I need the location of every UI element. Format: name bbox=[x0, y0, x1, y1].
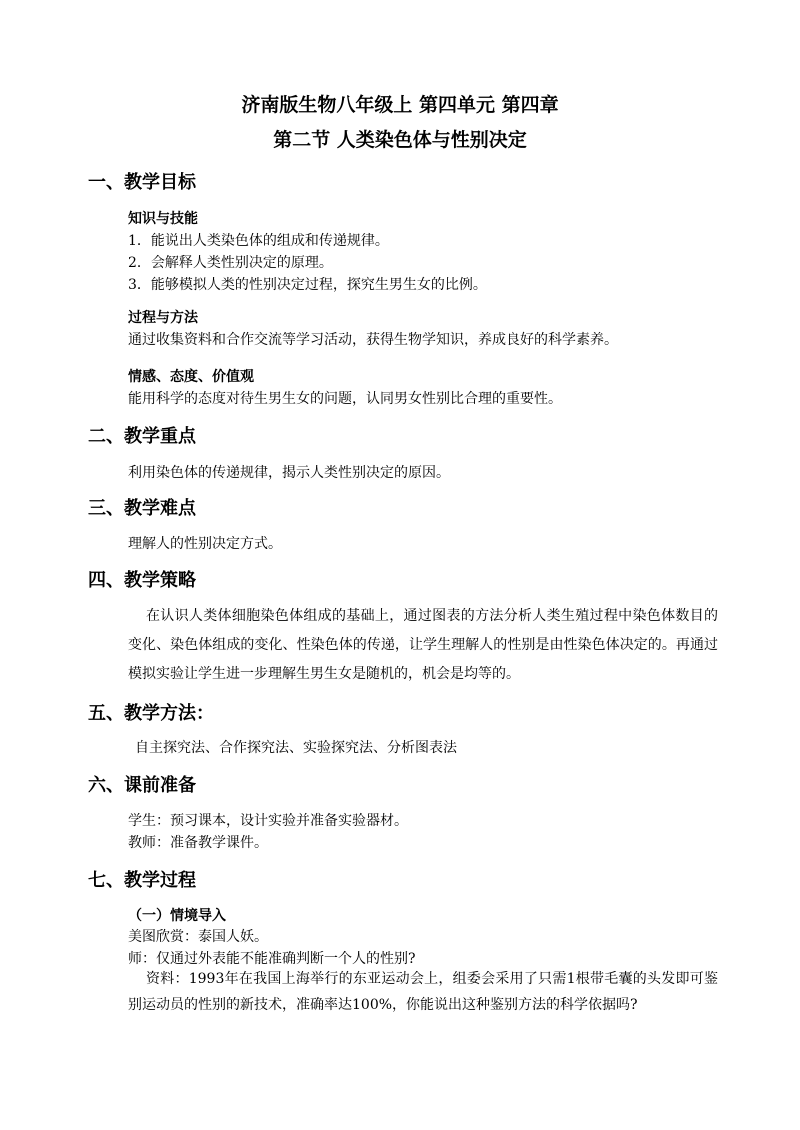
strategy-text: 在认识人类体细胞染色体组成的基础上，通过图表的方法分析人类生殖过程中染色体数目的变化、染色体组成的变化、性染色体的传递，让学生理解人的性别是由性染色体决定的。再通过模拟实验让学生进一步理解生男生女是随机的，机会是均等的。 bbox=[128, 608, 718, 682]
intro-paragraph: 资料：1993年在我国上海举行的东亚运动会上，组委会采用了只需1根带毛囊的头发即可鉴别运动员的性别的新技术，准确率达100%，你能说出这种鉴别方法的科学依据吗? bbox=[128, 971, 718, 1013]
methods-text: 自主探究法、合作探究法、实验探究法、分析图表法 bbox=[135, 740, 457, 756]
intro-line-1: 美图欣赏：泰国人妖。 bbox=[128, 929, 268, 945]
section-heading-strategy: 四、教学策略 bbox=[88, 570, 196, 591]
doc-title-line2: 第二节 人类染色体与性别决定 bbox=[273, 129, 527, 151]
section-heading-process: 七、教学过程 bbox=[88, 870, 196, 891]
section-heading-preparation: 六、课前准备 bbox=[88, 775, 196, 796]
subheading-knowledge: 知识与技能 bbox=[128, 211, 198, 227]
knowledge-item-2: 2．会解释人类性别决定的原理。 bbox=[128, 255, 333, 271]
attitude-text: 能用科学的态度对待生男生女的问题，认同男女性别比合理的重要性。 bbox=[128, 391, 562, 407]
doc-title-line1: 济南版生物八年级上 第四单元 第四章 bbox=[241, 94, 559, 116]
preparation-teacher: 教师：准备教学课件。 bbox=[128, 835, 268, 851]
knowledge-item-1: 1．能说出人类染色体的组成和传递规律。 bbox=[128, 233, 389, 249]
intro-line-2: 师：仅通过外表能不能准确判断一个人的性别? bbox=[128, 951, 416, 967]
preparation-student: 学生：预习课本，设计实验并准备实验器材。 bbox=[128, 813, 408, 829]
key-points-text: 利用染色体的传递规律，揭示人类性别决定的原因。 bbox=[128, 465, 450, 481]
subheading-attitude: 情感、态度、价值观 bbox=[128, 369, 254, 385]
section-heading-objectives: 一、教学目标 bbox=[88, 172, 196, 193]
section-heading-difficulties: 三、教学难点 bbox=[88, 498, 196, 519]
difficulties-text: 理解人的性别决定方式。 bbox=[128, 536, 282, 552]
subheading-intro: （一）情境导入 bbox=[128, 908, 226, 924]
section-heading-methods: 五、教学方法： bbox=[88, 703, 214, 724]
knowledge-item-3: 3．能够模拟人类的性别决定过程，探究生男生女的比例。 bbox=[128, 277, 487, 293]
subheading-process: 过程与方法 bbox=[128, 310, 198, 326]
process-text: 通过收集资料和合作交流等学习活动，获得生物学知识，养成良好的科学素养。 bbox=[128, 332, 618, 348]
section-heading-key-points: 二、教学重点 bbox=[88, 426, 196, 447]
